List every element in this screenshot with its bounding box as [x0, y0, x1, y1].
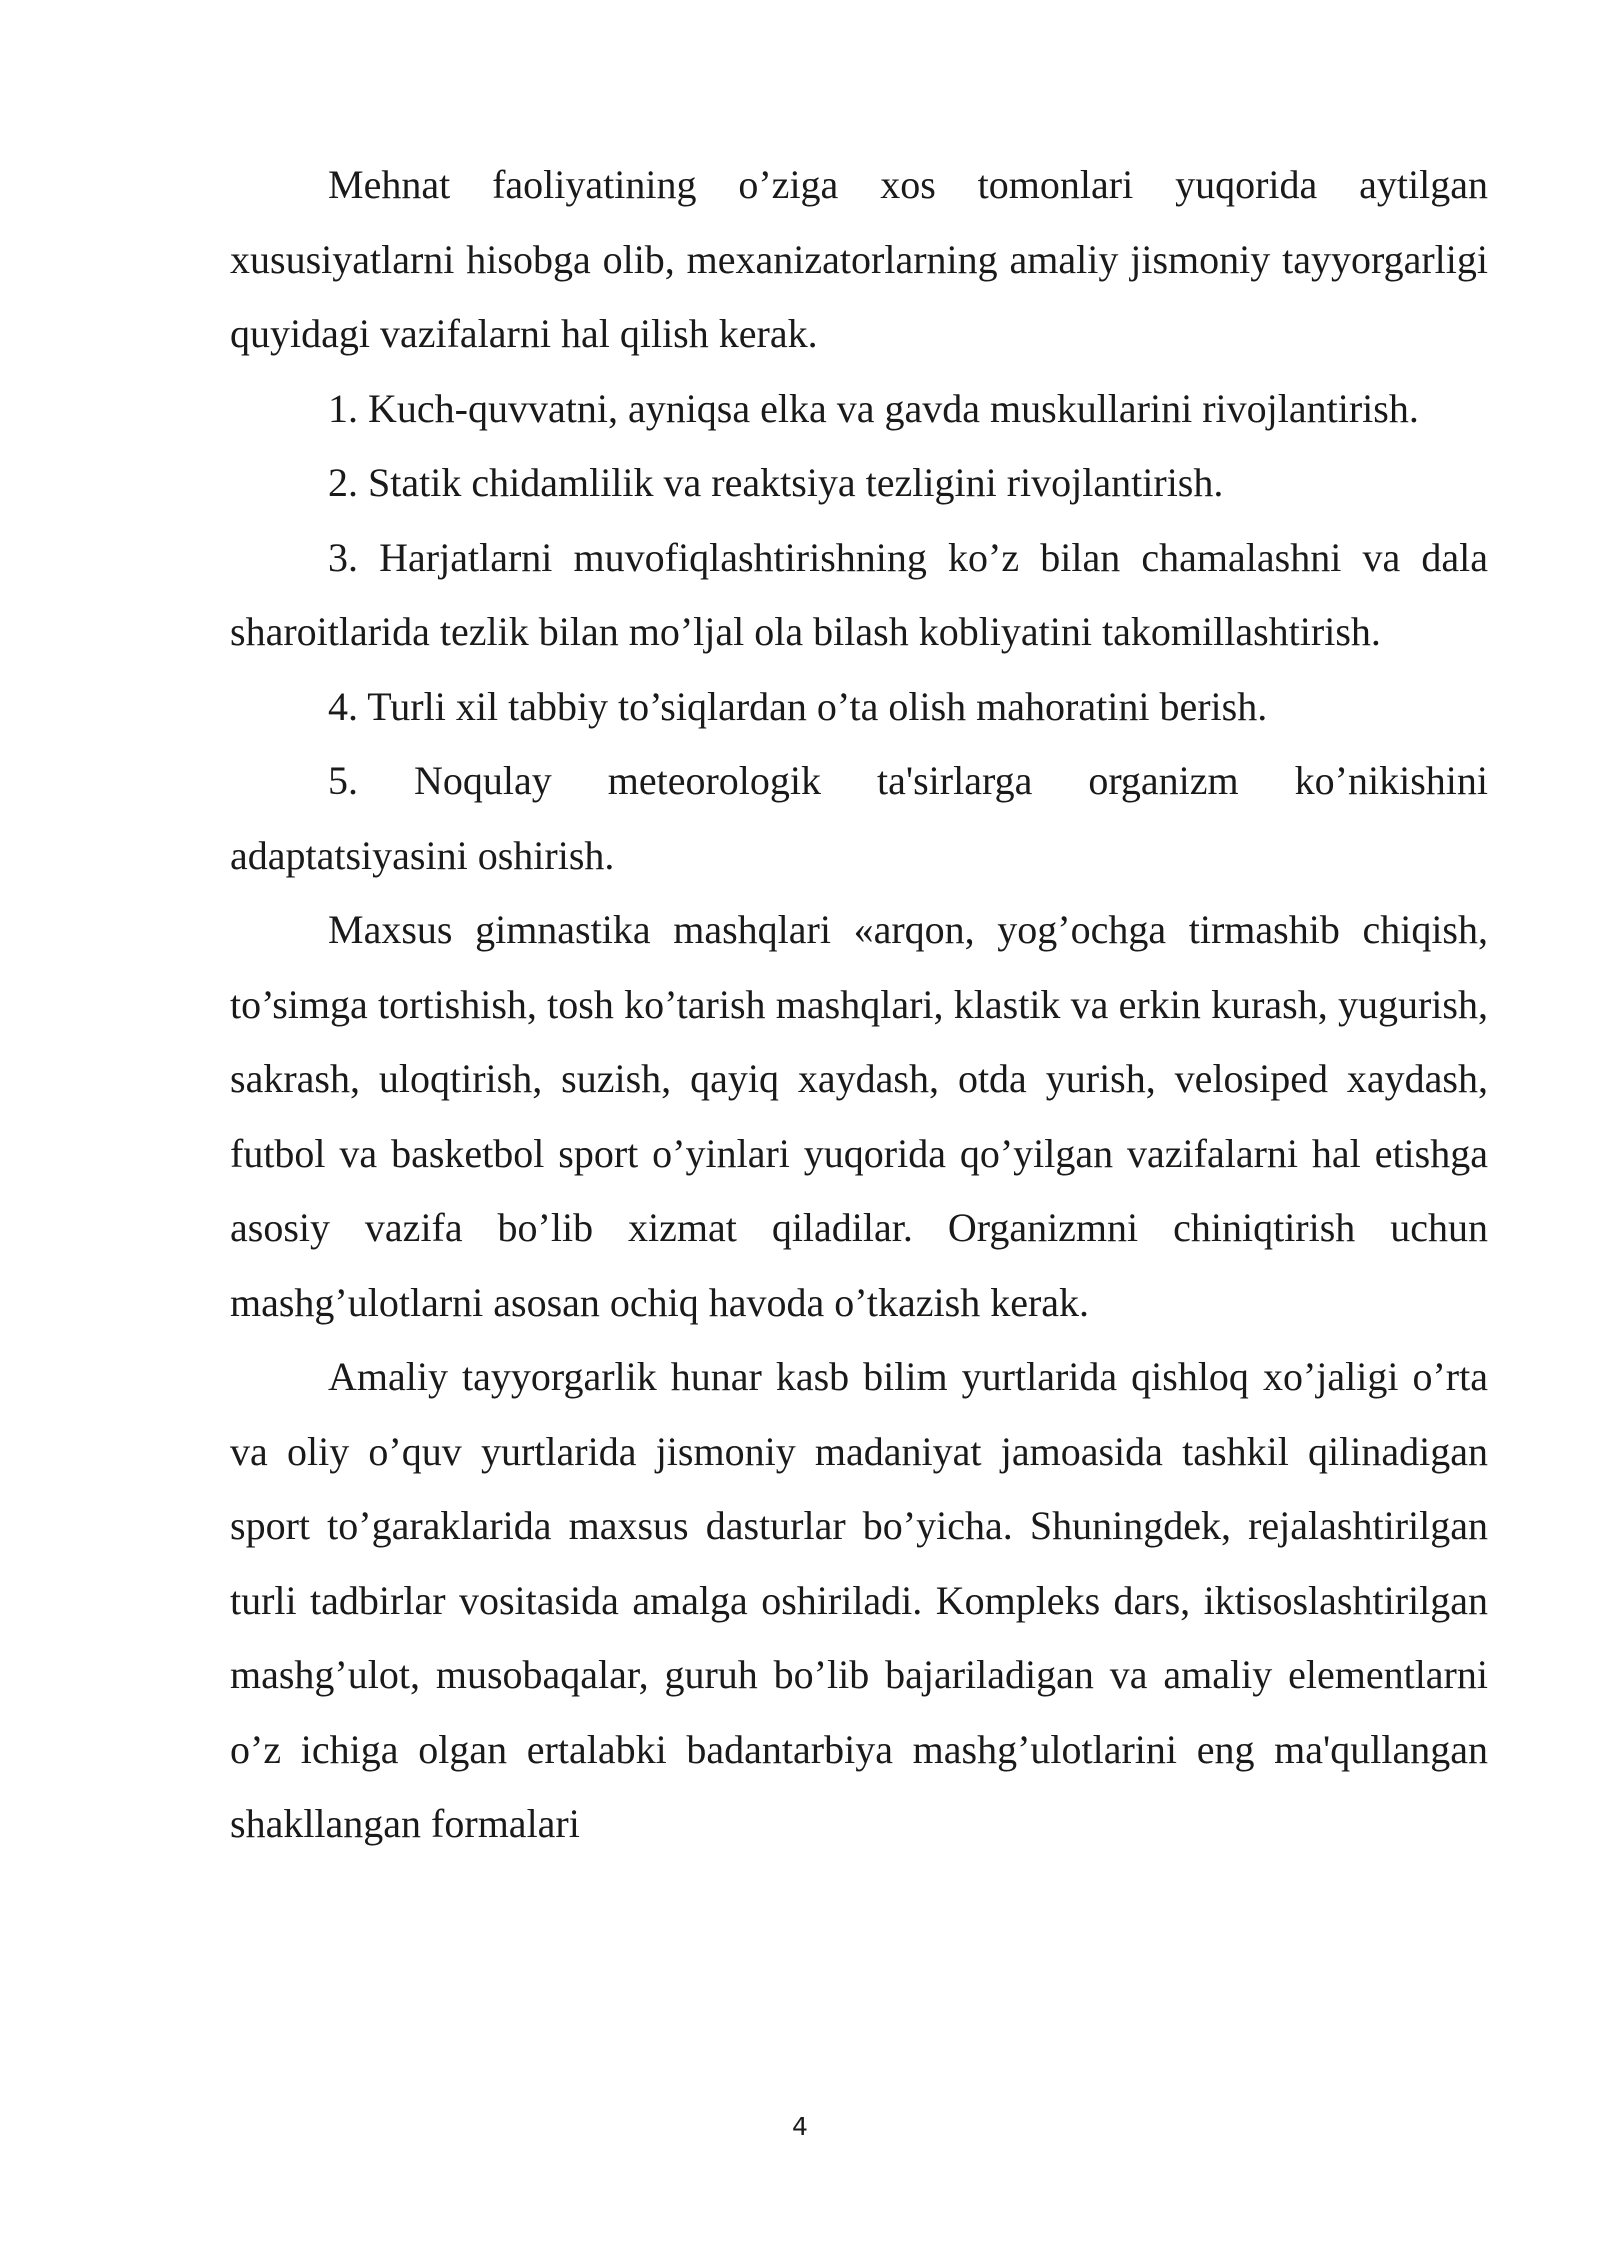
list-item-4: 4. Turli xil tabbiy to’siqlardan o’ta olish mahoratini berish. [328, 683, 1268, 729]
page-number: 4 [792, 2112, 808, 2141]
body-text [230, 148, 1488, 1862]
list-item-5: 5. Noqulay meteorologik ta'sirlarga organizm ko’nikishini adaptatsiyasini oshirish. [230, 758, 1488, 878]
list-item-3: 3. Harjatlarni muvofiqlashtirishning ko’z bilan chamalashni va dala sharoitlarida tezlik bilan mo’ljal ola bilash kobliyatini takomillashtirish. [230, 534, 1488, 654]
paragraph-practical-training: Amaliy tayyorgarlik hunar kasb bilim yurtlarida qishloq xo’jaligi o’rta va oliy o’quv yurtlarida jismoniy madaniyat jamoasida tashkil qilinadigan sport to’garaklarida maxsus dasturlar bo’yicha. Shuningdek, rejalashtirilgan turli tadbirlar vositasida amalga oshiriladi. Kompleks dars, iktisoslashtirilgan mashg’ulot, musobaqalar, guruh bo’lib bajariladigan va amaliy elementlarni o’z ichiga olgan ertalabki badantarbiya mashg’ulotlarini eng ma'qullangan shakllangan formalari [230, 1354, 1488, 1846]
list-item-2: 2. Statik chidamlilik va reaktsiya tezligini rivojlantirish. [328, 460, 1224, 505]
list-item-1: 1. Kuch-quvvatni, ayniqsa elka va gavda muskullarini rivojlantirish. [328, 385, 1419, 431]
paragraph-gymnastics: Maxsus gimnastika mashqlari «arqon, yog’ochga tirmashib chiqish, to’simga tortishish, tosh ko’tarish mashqlari, klastik va erkin kurash, yugurish, sakrash, uloqtirish, suzish, qayiq xaydash, otda yurish, velosiped xaydash, futbol va basketbol sport o’yinlari yuqorida qo’yilgan vazifalarni hal etishga asosiy vazifa bo’lib xizmat qiladilar. Organizmni chiniqtirish uchun mashg’ulotlarni asosan ochiq havoda o’tkazish kerak. [230, 907, 1488, 1325]
paragraph-intro: Mehnat faoliyatining o’ziga xos tomonlari yuqorida aytilgan xususiyatlarni hisobga olib, mexanizatorlarning amaliy jismoniy tayyorgarligi quyidagi vazifalarni hal qilish kerak. [230, 162, 1488, 356]
